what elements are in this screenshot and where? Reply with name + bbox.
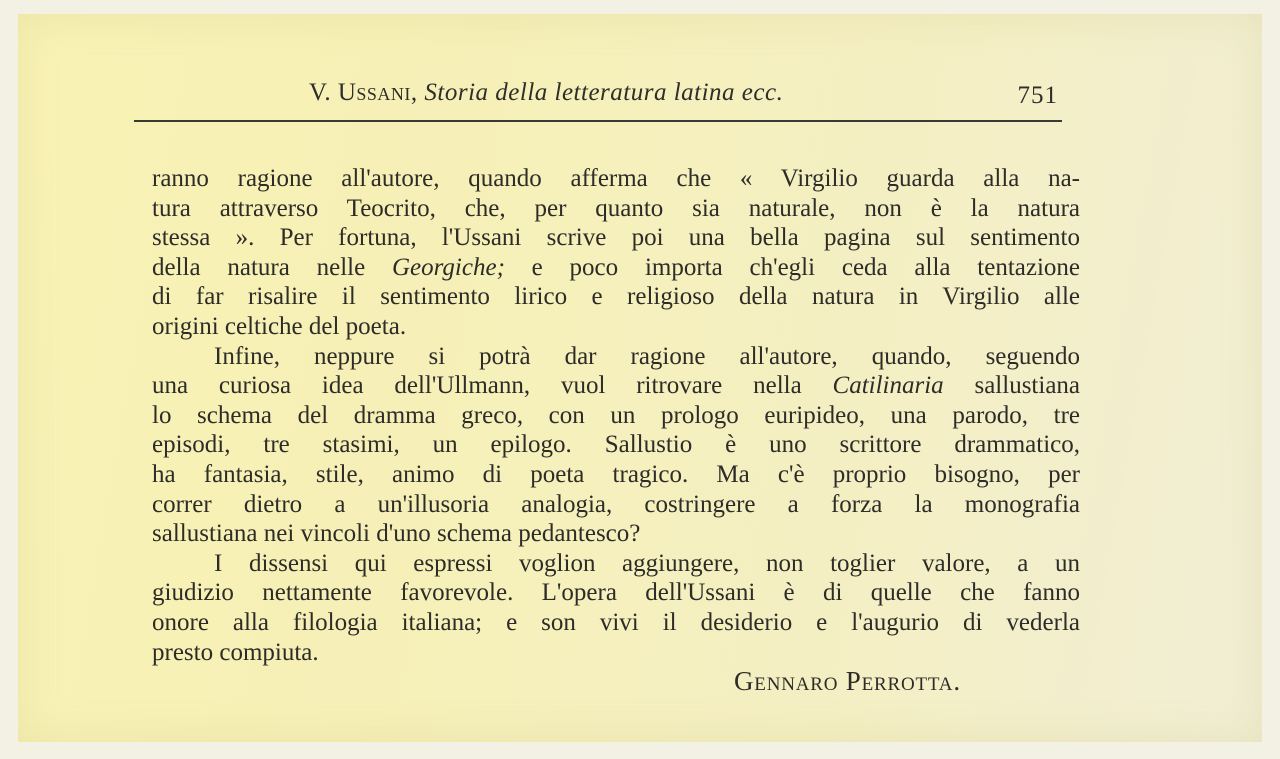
paragraph-2 [152,342,1080,549]
page-number: 751 [1017,82,1058,109]
italic-title: Georgiche; [391,253,505,281]
text-line: origini celtiche del poeta. [152,312,407,340]
text-line: sallustiana nei vincoli d'uno schema pedantesco? [152,520,641,548]
running-header [134,68,1062,124]
text-fragment: sallustiana [943,372,1081,400]
text-line: di far risalire il sentimento lirico e religioso della natura in Virgilio alle [152,283,1080,311]
text-line: ha fantasia, stile, animo di poeta tragico. Ma c'è proprio bisogno, per [152,460,1080,488]
signature: Gennaro Perrotta. [734,666,961,696]
italic-title: Catilinaria [832,372,944,400]
text-fragment: una curiosa idea dell'Ullmann, vuol ritrovare nella [152,372,833,400]
text-line: episodi, tre stasimi, un epilogo. Sallustio è uno scrittore drammatico, [152,431,1080,459]
text-line: ranno ragione all'autore, quando afferma che « Virgilio guarda alla na- [152,165,1080,192]
text-line [152,253,1080,283]
text-line: Infine, neppure si potrà dar ragione all'autore, quando, seguendo [214,342,1080,370]
text-fragment: della natura nelle [152,253,392,281]
text-line: correr dietro a un'illusoria analogia, costringere a forza la monografia [152,490,1080,518]
paragraph-1 [152,164,1080,342]
text-line: stessa ». Per fortuna, l'Ussani scrive poi una bella pagina sul sentimento [152,224,1080,252]
text-line: lo schema del dramma greco, con un prologo euripideo, una parodo, tre [152,401,1080,429]
running-head-text [309,79,783,107]
text-line: presto compiuta. [152,638,319,666]
header-rule [134,120,1062,122]
text-line: I dissensi qui espressi voglion aggiungere, non toglier valore, a un [214,549,1080,577]
text-line: giudizio nettamente favorevole. L'opera dell'Ussani è di quelle che fanno [152,579,1080,607]
text-fragment: e poco importa ch'egli ceda alla tentazione [504,253,1080,281]
header-book-title: Storia della letteratura latina ecc. [424,79,784,106]
header-author: V. Ussani, [309,79,418,106]
body-text [152,164,1080,667]
text-line: onore alla filologia italiana; e son vivi il desiderio e l'augurio di vederla [152,608,1080,636]
text-line [152,371,1080,401]
text-line: tura attraverso Teocrito, che, per quanto sia naturale, non è la natura [152,194,1080,222]
paragraph-3 [152,549,1080,667]
